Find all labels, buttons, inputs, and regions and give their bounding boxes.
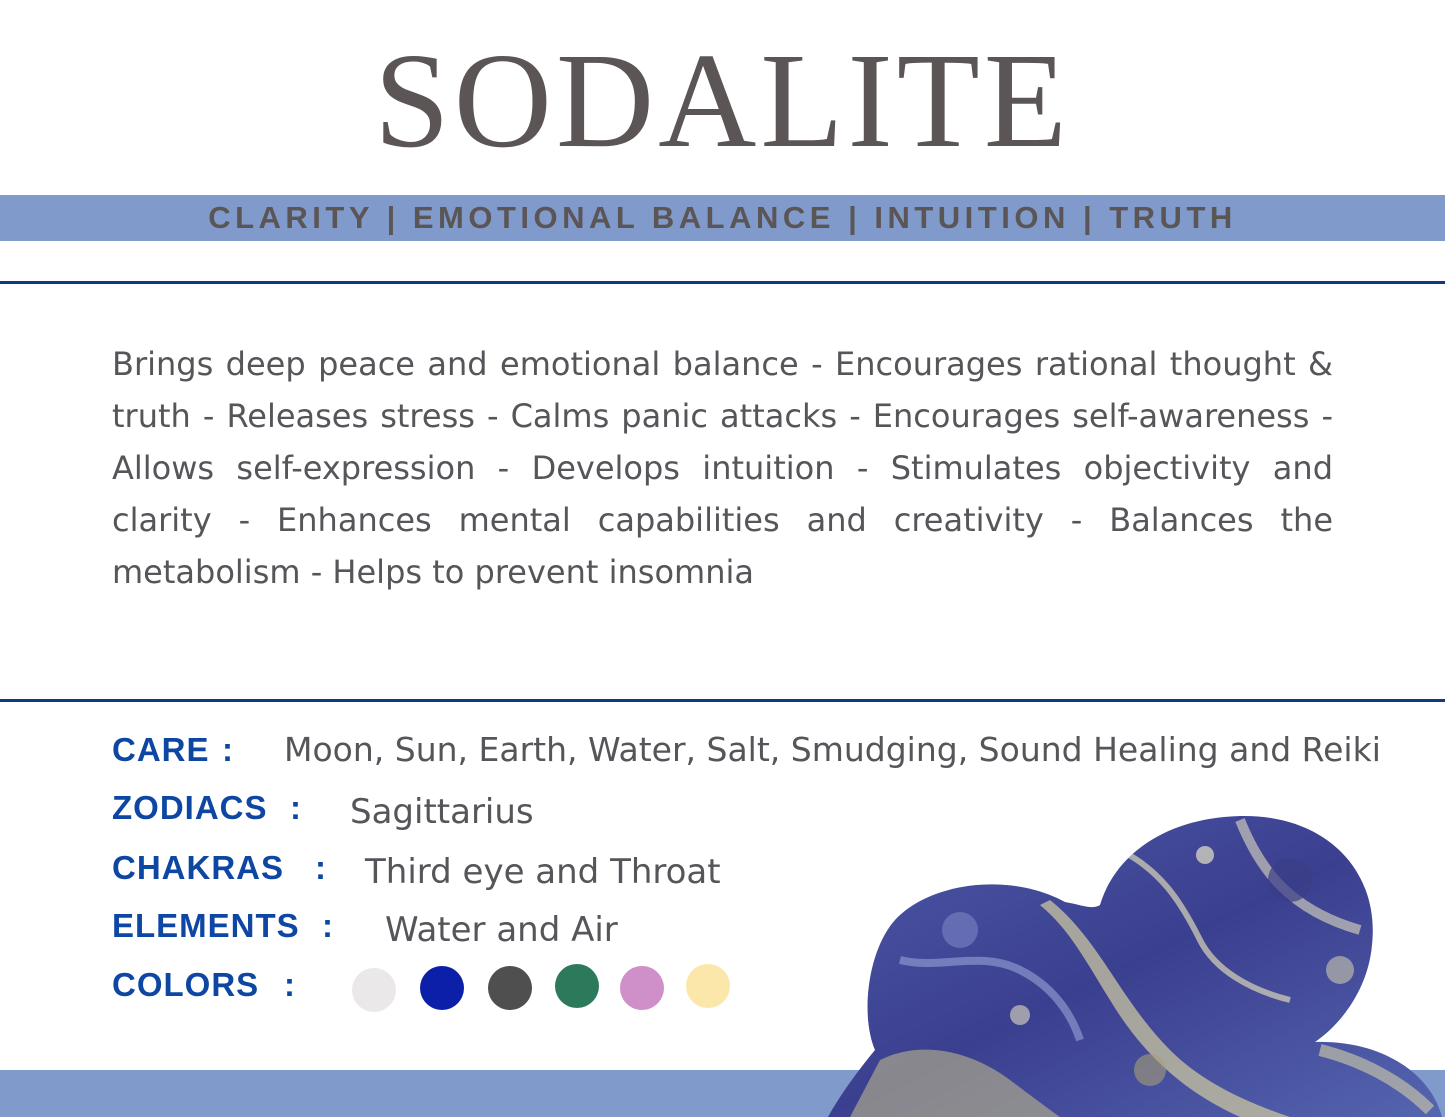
keywords-text: CLARITY | EMOTIONAL BALANCE | INTUITION | TRUTH	[208, 200, 1237, 235]
chakras-colon: :	[315, 849, 326, 886]
middle-divider	[0, 699, 1445, 702]
care-label: CARE	[112, 731, 210, 768]
color-swatch-white	[352, 968, 396, 1012]
top-divider	[0, 281, 1445, 284]
elements-colon: :	[322, 907, 333, 944]
color-swatch-blue	[420, 966, 464, 1010]
care-colon: :	[222, 731, 233, 768]
zodiacs-colon: :	[290, 789, 301, 826]
color-swatch-gray	[488, 966, 532, 1010]
zodiacs-value: Sagittarius	[350, 792, 534, 832]
care-value: Moon, Sun, Earth, Water, Salt, Smudging, Sound Healing and Reiki	[284, 730, 1381, 769]
colors-label: COLORS	[112, 966, 260, 1003]
elements-value: Water and Air	[385, 910, 618, 950]
chakras-label: CHAKRAS	[112, 849, 284, 886]
color-swatch-green	[555, 964, 599, 1008]
sodalite-stone-image	[820, 810, 1445, 1117]
page-title: SODALITE	[374, 26, 1071, 176]
color-swatch-pink	[620, 966, 664, 1010]
color-swatch-cream	[686, 964, 730, 1008]
chakras-value: Third eye and Throat	[365, 852, 721, 892]
description-text: Brings deep peace and emotional balance - Encourages rational thought & truth - Releases stress - Calms panic attacks - Encourages self-awareness - Allows self-expression - Develops intuition - Stimulates objectivity and clarity - Enhances mental capabilities and creativity - Balances the metabolism - Helps to prevent insomnia	[112, 345, 1333, 591]
colors-colon: :	[284, 966, 295, 1003]
keywords-band	[0, 195, 1445, 241]
elements-label: ELEMENTS	[112, 907, 300, 944]
zodiacs-label: ZODIACS	[112, 789, 268, 826]
